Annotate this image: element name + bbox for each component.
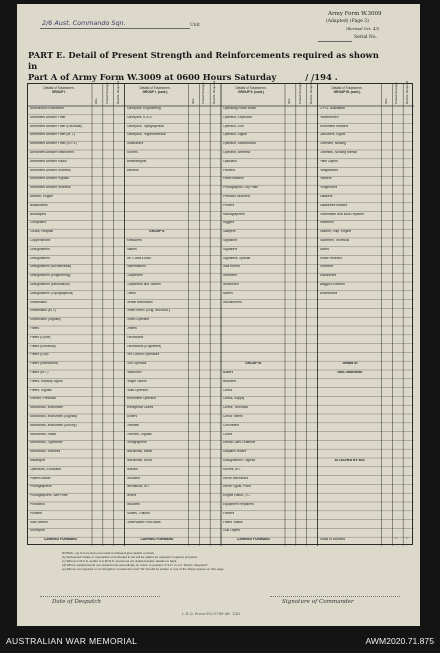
table-row-label: Mechanics, Instrument xyxy=(30,406,64,410)
table-row-label: Predictor Numbers xyxy=(223,195,251,198)
table-row-label: Fitters (M.T.) xyxy=(30,371,49,374)
table-row-label: Coppersmiths xyxy=(30,239,51,242)
strength-table xyxy=(27,80,413,545)
table-row-label: Shoemaker and Boot Repairer xyxy=(319,212,365,216)
table-row-label: Draughtsmen, Signals xyxy=(223,459,256,462)
table-row-label: G.P.O. Assistants xyxy=(319,107,345,110)
col-header-posted: Posted Strength xyxy=(297,82,302,104)
table-row-label: Printers xyxy=(223,203,235,207)
table-row-label: Riveters xyxy=(319,177,332,181)
col-header-posted: Posted Strength xyxy=(201,82,206,104)
table-row-label: Carpenters xyxy=(126,274,143,278)
table-row-label: Operator, Line xyxy=(223,124,244,128)
table-row-label: Pattern Maker xyxy=(30,476,51,480)
table-row-label: Draughtsmen xyxy=(30,247,50,251)
table-row-label: Millwrights xyxy=(30,459,46,462)
table-row-label: Fitters (Gun) xyxy=(30,353,49,357)
note-e: (e) Where not required or nil strength in a trade the word 'Nil' should be written in one of the blank spaces on this page. xyxy=(62,567,225,571)
serial-label: Serial No. xyxy=(354,35,377,40)
table-row-label: Stokers, Ship. Engine xyxy=(319,230,352,234)
table-row-label: Ammunition Examiners xyxy=(30,107,64,110)
form-revised-note: (Revised Oct. 43) xyxy=(346,26,380,31)
unit-name-handwritten: 2/6 Aust. Commando Sqn. xyxy=(42,19,126,27)
table-row-label: Wheelers xyxy=(223,274,237,278)
table-row-label: Fitters' Mates xyxy=(223,520,243,524)
archive-name: AUSTRALIAN WAR MEMORIAL xyxy=(6,636,138,646)
table-row-label: Fitters (Cycle) xyxy=(30,335,51,339)
table-row-label: Surveyors, R.A.S. xyxy=(126,115,153,119)
col-header-we: W.E. xyxy=(190,97,195,104)
table-row-label: Miners xyxy=(126,494,137,498)
table-row-label: Machinists, Metal xyxy=(126,450,152,454)
serial-underline xyxy=(318,41,352,42)
table-row-label: Opticians xyxy=(223,159,237,163)
table-row-label: Electricians xyxy=(30,300,47,304)
table-row-label: Draughtsmen xyxy=(30,256,50,260)
table-row-label: Cooks, Hospital xyxy=(30,230,54,234)
table-row-label: Bricklayers xyxy=(30,212,47,216)
table-row-label: Bakers xyxy=(223,371,234,374)
table-row-label: Electricians (M.T.) xyxy=(30,309,57,313)
table-row-label: Electricians xyxy=(126,335,144,339)
table-row-label: Moulders xyxy=(126,503,141,506)
table-row-label: Armament Artificer Signals xyxy=(30,177,69,181)
table-row-label: Panel Beaters xyxy=(223,177,244,181)
table-row-label: GROUP III. xyxy=(245,362,262,366)
table-row-label: Photographer, Dry Plate xyxy=(223,186,259,190)
table-row-label: Mechanics, Instrument (Signals) xyxy=(30,415,78,418)
table-row-label: Details of xyxy=(342,362,358,366)
col-header-reinf: Reinfts. Required xyxy=(308,80,313,104)
form-number: Army Form W.3009 xyxy=(328,11,382,17)
table-row-label: Nurses, Trained xyxy=(126,511,150,515)
table-row-label: Instrument Operator xyxy=(126,397,157,401)
table-row-label: Plumber xyxy=(30,511,43,515)
table-row-label: CARRIED FORWARD xyxy=(140,538,174,542)
table-row-label: Mechanics, Typewriter xyxy=(30,441,63,445)
table-row-label: Dental Mechanics xyxy=(126,300,153,304)
note-a: NOTES:- (a) If more than one trade is followed give details on back. xyxy=(62,551,155,555)
table-row-label: Whitesmiths xyxy=(319,291,338,295)
table-row-label: Operator, Wireless xyxy=(223,151,251,154)
table-row-label: Intelligence Duties xyxy=(126,406,154,410)
table-row-label: ATTACHED BY W.E. xyxy=(334,459,366,462)
table-row-label: Totals of columns xyxy=(319,538,345,542)
table-row-label: CARRIED FORWARD xyxy=(237,538,270,542)
table-row-label: Armament Artificer Fitter (Electrical) xyxy=(30,124,83,128)
note-b: (b) Authorised trades or specialists not included in list will be added as required in spaces provided. xyxy=(62,555,198,559)
table-row-label: Dispatch Riders xyxy=(223,450,247,454)
table-row-label: Artificer, Engine xyxy=(30,195,54,198)
table-row-label: Clerks, Technical xyxy=(223,406,248,410)
table-row-label: Tinsmiths xyxy=(319,265,334,269)
table-row-label: Roughriders xyxy=(319,186,338,190)
table-row-label: Btr. Comd's Asst. xyxy=(126,256,152,260)
table-row-label: Hatchmen xyxy=(126,371,142,374)
table-row-label: Painters xyxy=(223,168,236,172)
table-row-label: CARRIED FORWARD xyxy=(44,538,77,542)
table-row-label: Saddlers xyxy=(319,195,333,198)
table-row-label: Operators, Excavator xyxy=(30,467,62,471)
table-row-label: Wall Borers xyxy=(223,265,240,269)
table-row-label: Labourers, Signal xyxy=(319,133,346,137)
date-field: / /194 . xyxy=(305,72,338,82)
table-row-label: Height Takers xyxy=(126,379,147,383)
table-row-label: Operating Room Assts. xyxy=(223,107,257,110)
table-row-label: Welders xyxy=(126,168,139,172)
table-row-label: Moulders xyxy=(126,476,141,480)
table-row-label: Driver Mechanics xyxy=(223,476,249,480)
table-row-label: Saw Setters xyxy=(30,520,48,524)
col-header-reinf: Reinfts. Required xyxy=(115,80,120,104)
table-row-label: Non-Tradesmen xyxy=(337,371,363,374)
table-row-label: Signallers xyxy=(223,247,238,251)
catalog-number: AWM2020.71.875 xyxy=(365,636,434,646)
table-row-label: Hammermen xyxy=(319,115,339,119)
table-row-label: Textile Refiners xyxy=(319,256,343,260)
table-row-label: Computers xyxy=(30,221,47,225)
table-row-label: Equipment Repairers xyxy=(223,503,254,506)
table-row-label: Signallers, Special xyxy=(223,256,251,260)
table-row-label: Armament Artificer Wireless xyxy=(30,186,71,190)
table-row-label: Bakers xyxy=(126,247,137,251)
table-row-label: Driver-Mech. (Eng. and Mod.) xyxy=(126,309,170,313)
table-row-label: Carpenters and Joiners xyxy=(126,283,161,286)
col-header-we: W.E. xyxy=(94,97,98,104)
col-header-reinf: Reinfts. Required xyxy=(405,80,410,104)
table-row-label: Surveyors, Engineering xyxy=(126,107,161,110)
table-row-label: Operator, Keyboard xyxy=(223,115,252,119)
table-row-label: Electricians (Engineers) xyxy=(126,344,162,348)
table-row-label: Draughtsmen (Architectural) xyxy=(30,265,72,269)
table-row-label: Armourers xyxy=(126,239,142,242)
col1-header: Details of Tradesmen. GROUP I. xyxy=(43,86,75,94)
table-row-label: Boilermakers xyxy=(126,265,146,269)
table-row-label: Operator, Switchboard xyxy=(223,142,256,146)
table-row-label: Tailors xyxy=(319,247,330,251)
table-row-label: Linemen, Signals xyxy=(126,432,152,436)
table-row-label: Draughtsmen (Topographical) xyxy=(30,291,74,295)
table-row-label: Mechanics, M.T. xyxy=(126,485,151,489)
table-row-label: Photographers xyxy=(30,485,52,489)
table-row-label: Engine Handl., I.C. xyxy=(223,494,251,498)
table-row-label: Fitters, Signals xyxy=(30,388,52,392)
table-row-label: Gun Layers xyxy=(223,529,241,533)
table-row-label: Winchmen xyxy=(223,283,239,286)
table-row-label: Fitters (Instrument) xyxy=(30,362,58,366)
total-asterisk: * xyxy=(406,537,408,542)
unit-underline xyxy=(40,28,190,29)
table-row-label: Draughtsmen (Engineering) xyxy=(30,274,71,278)
table-row-label: Draughtsmen (Mechanical) xyxy=(30,283,70,286)
table-row-label: Mechanics, Radio xyxy=(30,432,57,436)
table-row-label: Armament Artificer Fitter (A.F.V.) xyxy=(30,142,78,146)
col4-header: Details of Tradesmen. GROUP III. (cont.) xyxy=(331,86,363,94)
col-header-posted: Posted Strength xyxy=(394,82,399,104)
table-row-label: Lithographers xyxy=(126,441,147,445)
table-row-label: Toolmakers xyxy=(126,142,144,146)
table-row-label: Fitters, Railway Signal xyxy=(30,379,63,383)
table-row-label: Dental Clerk Orderlies xyxy=(223,441,256,445)
col-header-posted: Posted Strength xyxy=(104,82,109,104)
col-header-we: W.E. xyxy=(287,97,291,104)
table-row-label: Saddletree makers xyxy=(319,203,348,207)
table-row-label: Orderlies, Nursing xyxy=(319,142,347,146)
table-row-label: Armament Artificer Fitter xyxy=(30,115,66,119)
table-row-label: Clerks xyxy=(223,388,233,392)
table-row-label: Gun Operator xyxy=(126,362,147,366)
table-row-label: Fitters (Electrical) xyxy=(30,344,56,348)
table-row-label: Blacksmiths xyxy=(30,203,48,207)
table-row-label: Observation Post Assts. xyxy=(126,520,162,524)
signature-of-commander-label: Signature of Commander xyxy=(282,599,354,605)
table-row-label: Fitters xyxy=(30,327,40,330)
note-c: (c) Where A.W.A.S. and/or A.A.M.W.S. personnel are deleted delete details on back. xyxy=(62,559,178,563)
table-row-label: Driver-Operator xyxy=(126,318,150,322)
table-row-label: Armament Artificer Radio xyxy=(30,159,67,163)
table-row-label: Armament Artificer Fitter (M.T.) xyxy=(30,133,75,137)
table-row-label: Operator, Signal xyxy=(223,133,247,137)
table-row-label: Drivers, M.T. xyxy=(223,467,242,471)
table-row-label: Linemen xyxy=(126,423,140,427)
table-row-label: Clerks, Supply xyxy=(223,397,245,401)
col-header-we: W.E. xyxy=(383,97,388,104)
signature-line xyxy=(270,596,400,597)
note-d: (d) Where replacements not needed note accordingly on return in position of S.O. in col. 'Reinfs. Required'. xyxy=(62,563,209,567)
table-row-label: Check Tellers xyxy=(223,415,243,418)
table-row-label: Masons xyxy=(126,467,139,471)
col3-header: Details of Tradesmen. GROUP II. (cont.) xyxy=(235,86,267,94)
table-row-label: Signallers xyxy=(223,239,238,242)
notes-block xyxy=(62,551,372,571)
table-row-label: Plate Layers xyxy=(319,159,338,163)
col-header-reinf: Reinfts. Required xyxy=(212,80,217,104)
table-row-label: Turners xyxy=(126,151,138,154)
table-row-label: Riggers xyxy=(223,221,235,225)
table-row-label: Rangetakers xyxy=(319,168,339,172)
table-row-label: Waggon Erectors xyxy=(319,283,345,286)
table-row-label: Concreters xyxy=(223,423,240,427)
table-row-label: Surveyors, Trigonometrical xyxy=(126,133,166,137)
table-row-label: Drillers xyxy=(126,327,137,330)
table-row-label: Farriers xyxy=(223,511,235,515)
unit-label: Unit xyxy=(190,23,200,28)
table-row-label: Clerks xyxy=(126,291,136,295)
form-adapted-note: (Adapted) (Page 3) xyxy=(326,19,369,24)
table-row-label: Joiners xyxy=(126,415,138,418)
table-row-label: Surveyors xyxy=(30,529,45,533)
part-title xyxy=(28,50,388,83)
printer-imprint: L.H.Q. Press-392-S749-Alt. 1/43 xyxy=(182,612,241,616)
despatch-date-line xyxy=(40,596,160,597)
col2-header: Details of Tradesmen. GROUP I. (cont.) xyxy=(139,86,171,94)
date-of-despatch-label: Date of Despatch xyxy=(52,599,101,605)
table-row-label: Fire Control Operators xyxy=(126,353,160,357)
table-row-label: Electricians (Signals) xyxy=(30,318,61,322)
table-row-label: Storemen xyxy=(319,221,334,225)
table-row-label: Armament Artificer Wireless xyxy=(30,168,71,172)
table-row-label: Miners xyxy=(223,291,233,295)
table-row-label: Woodturners xyxy=(223,300,242,304)
table-row-label: Surveyors, Topographical xyxy=(126,124,164,128)
table-row-label: Machinists, Wood xyxy=(126,459,153,462)
table-row-label: Radiographers xyxy=(223,212,245,216)
table-row-label: Instrument Readers xyxy=(319,124,349,128)
table-row-label: Sawyers xyxy=(223,230,236,234)
table-row-label: Mechanics, Instrument (Survey) xyxy=(30,423,77,427)
table-row-label: Armament Artificer Instrument xyxy=(30,151,74,154)
table-row-label: Photolitho xyxy=(30,503,45,506)
table-row-label: Vulcanizers xyxy=(319,274,337,278)
table-row-label: Grinder, Precision xyxy=(30,397,57,401)
table-row-label: Orderlies, Nursing Mental xyxy=(319,151,357,154)
table-row-label: Butchers xyxy=(223,379,237,383)
total-asterisk: * xyxy=(395,537,397,542)
table-row-label: Cooks xyxy=(223,432,233,436)
table-row-label: Storemen, Technical xyxy=(319,239,350,242)
table-row-label: GROUP II. xyxy=(149,230,165,234)
table-row-label: Holts Operator xyxy=(126,388,148,392)
part-title-line-2: Part A of Army Form W.3009 at 0600 Hours Saturday / /194 . xyxy=(28,72,338,82)
table-row-label: Mechanics, Wireless xyxy=(30,450,61,454)
table-row-label: Wheelwrights xyxy=(126,159,147,163)
table-row-label: Driver Typist, Plant xyxy=(223,485,251,489)
part-title-line-1: PART E. Detail of Present Strength and Reinforcements required as shown in xyxy=(28,50,379,71)
table-row-label: Photographers, Wet Plate xyxy=(30,494,68,498)
